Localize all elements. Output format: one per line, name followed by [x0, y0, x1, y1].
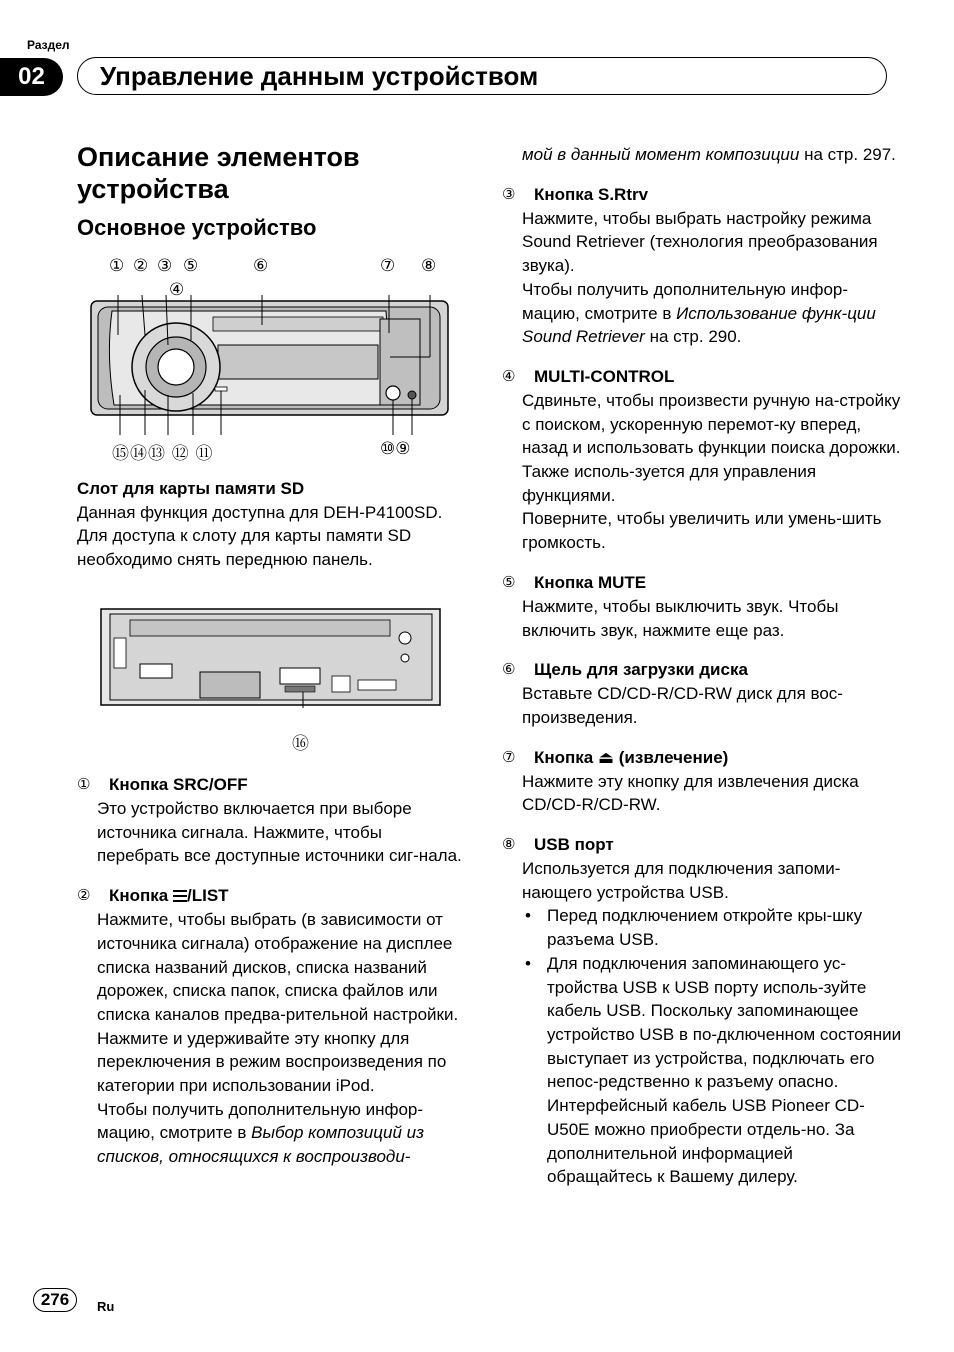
callout-1: ① — [109, 256, 125, 275]
item-6-title: ⑥ Щель для загрузки диска — [502, 658, 902, 682]
callout-16: ⑯ — [292, 734, 309, 753]
list-icon — [173, 890, 187, 902]
callout-4: ④ — [169, 280, 185, 299]
item-8-title: ⑧ USB порт — [502, 833, 902, 857]
item-6-number: ⑥ — [502, 661, 516, 679]
callout-5: ⑤ — [183, 256, 199, 275]
item-2-body-3: Чтобы получить дополнительную инфор-мацию, смотрите в Выбор композиций из списков, относящихся к воспроизводи- — [97, 1099, 424, 1167]
item-5-number: ⑤ — [502, 573, 516, 591]
callout-3: ③ — [157, 256, 173, 275]
item-4-body-2: Поверните, чтобы увеличить или умень-шить громкость. — [522, 509, 882, 553]
page-heading: Описание элементов устройства — [77, 142, 360, 204]
item-3-body-2: Чтобы получить дополнительную инфор-мацию, смотрите в Использование функ-ции Sound Retriever на стр. 290. — [522, 279, 876, 347]
item-4-title: ④ MULTI-CONTROL — [502, 365, 902, 389]
item-4-number: ④ — [502, 367, 516, 385]
item-4-body-1: Сдвиньте, чтобы произвести ручную на-стройку с поиском, ускоренную перемот-ку вперед, назад и использовать функции поиска дорожки. Также исполь-зуется для управления функциями. — [522, 390, 901, 505]
item-2-body-1: Нажмите, чтобы выбрать (в зависимости от источника сигнала) отображение на дисплее списка названий дисков, списка названий дорожек, списка папок, списка файлов или списка каналов предва-рительной настройки. — [97, 910, 459, 1024]
right-column — [502, 143, 902, 1189]
sd-paragraph-2: Для доступа к слоту для карты памяти SD необходимо снять переднюю панель. — [77, 526, 412, 570]
callout-6: ⑥ — [253, 256, 269, 275]
item-2-number: ② — [77, 887, 91, 905]
sd-section — [77, 477, 467, 572]
head-unit-illustration — [90, 295, 450, 435]
callouts-bottom-right: ⑩⑨ — [380, 439, 411, 458]
item-6-body: Вставьте CD/CD-R/CD-RW диск для вос-произведения. — [522, 684, 843, 727]
item-7-body: Нажмите эту кнопку для извлечения диска CD/CD-R/CD-RW. — [522, 771, 859, 815]
item-7-number: ⑦ — [502, 748, 516, 766]
item-2-body-2: Нажмите и удерживайте эту кнопку для переключения в режим воспроизведения по категории при использовании iPod. — [97, 1028, 447, 1096]
bullet-mark: • — [525, 906, 531, 926]
item-3-number: ③ — [502, 185, 516, 203]
chapter-title: Управление данным устройством — [100, 61, 539, 91]
continuation-text: мой в данный момент композиции на стр. 297. — [522, 145, 896, 164]
item-5-body: Нажмите, чтобы выключить звук. Чтобы включить звук, нажмите еще раз. — [522, 596, 839, 640]
page-subheading: Основное устройство — [77, 215, 317, 240]
left-items — [77, 773, 467, 1169]
item-1-number: ① — [77, 776, 91, 793]
item-8-number: ⑧ — [502, 836, 516, 854]
item-3-title: ③ Кнопка S.Rtrv — [502, 183, 902, 207]
sd-title: Слот для карты памяти SD — [77, 479, 305, 498]
item-7-title: ⑦ Кнопка ⏏ (извлечение) — [502, 746, 902, 770]
item-3-body-1: Нажмите, чтобы выбрать настройку режима Sound Retriever (технология преобразования звука). — [522, 208, 878, 276]
bullet-item-2: • Для подключения запоминающего ус-тройства USB к USB порту исполь-зуйте кабель USB. Поскольку запоминающее устройство USB в по-дключенном состоянии выступает из устройства, подключать его непос-редственно к разъему опасно. Интерфейсный кабель USB Pioneer CD-U50E можно приобрести отдель-но. За дополнительной информацией обращайтесь к Вашему дилеру. — [525, 953, 902, 1187]
item-8-body: Используется для подключения запоми-нающего устройства USB. — [522, 859, 841, 902]
callout-7: ⑦ — [380, 256, 396, 275]
callout-8: ⑧ — [421, 256, 437, 275]
item-1-body: Это устройство включается при выборе источника сигнала. Нажмите, чтобы перебрать все доступные источники сиг-нала. — [97, 799, 462, 866]
page-number: 276 — [33, 1288, 77, 1312]
section-number: 02 — [0, 58, 63, 96]
bullet-mark: • — [525, 953, 531, 973]
item-2-title: ② Кнопка /LIST — [77, 884, 467, 908]
section-label: Раздел — [27, 38, 70, 52]
chassis-illustration — [100, 608, 442, 708]
callout-2: ② — [133, 256, 149, 275]
language-code: Ru — [97, 1299, 115, 1314]
item-5-title: ⑤ Кнопка MUTE — [502, 571, 902, 595]
item-1-title: ① Кнопка SRC/OFF — [77, 773, 467, 797]
callouts-bottom-left: ⑮⑭⑬ ⑫ ⑪ — [112, 444, 214, 463]
sd-paragraph-1: Данная функция доступна для DEH-P4100SD. — [77, 502, 443, 522]
bullet-item-1: • Перед подключением откройте кры-шку разъема USB. — [525, 906, 863, 950]
